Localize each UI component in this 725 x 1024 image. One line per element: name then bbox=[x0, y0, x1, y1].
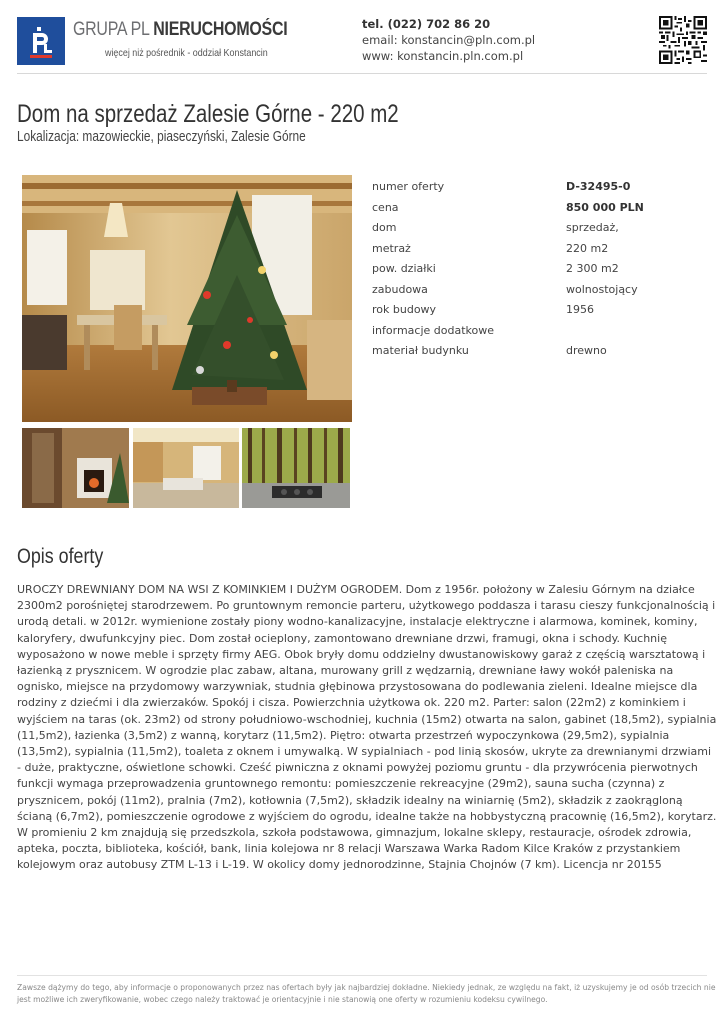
detail-label: cena bbox=[372, 200, 399, 214]
listing-title: Dom na sprzedaż Zalesie Górne - 220 m2 bbox=[17, 100, 399, 128]
detail-value: sprzedaż, bbox=[566, 221, 619, 234]
detail-label: metraż bbox=[372, 241, 411, 255]
description-text: UROCZY DREWNIANY DOM NA WSI Z KOMINKIEM I DUŻYM OGRODEM. Dom z 1956r. położony w Zalesiu Górnym na działce 2300m2 porośniętej starodrzewem. Po gruntownym remoncie parteru, użytkowego poddasza i tarasu cieszy funkcjonalnością i urodą detali. w 2012r. wymienione zostały piony wodno-kanalizacyjne, instalacje elektryczne i alarmowa, kominek, kominy, kaloryfery, dwufunkcyjny piec. Dom został ocieplony, zamontowano drewniane drzwi, framugi, okna i schody. Kuchnię wyposażono w nowe meble i sprzęty firmy AEG. Obok bryły domu oddzielny dwustanowiskowy garaż z częścią warsztatową i łazienką z prysznicem. W ogrodzie plac zabaw, altana, murowany grill z wędzarnią, drewniane ławy wokół paleniska na ognisko, miejsce na przydomowy warzywniak, studnia głębinowa przystosowana do podlewania zieleni. Idealne miejsce dla rodziny z dziećmi i dla zwierzaków. Spokój i cisza. Powierzchnia użytkowa ok. 220 m2. Parter: salon (22m2) z kominkiem i wyjściem na taras (ok. 23m2) od strony południowo-wschodniej, kuchnia (15m2) otwarta na salon, gabinet (18,5m2), sypialnia (11,5m2), łazienka (3,5m2) z wanną, korytarz (11,5m2). Piętro: otwarta przestrzeń wypoczynkowa (29,5m2), sypialnia (13,5m2), sypialnia (11,5m2), toaleta z oknem i umywalką. W sypialniach - pod linią skosów, ukryte za drewnianymi drzwiami - duże, praktyczne, oświetlone schowki. Cześć piwniczna z oknami powyżej poziomu gruntu - dla przywrócenia pierwotnych funkcji wymaga przeprowadzenia gruntownego remontu: pomieszczenie rekreacyjne (29m2), sauna sucha (czynna) z prysznicem, pokój (11m2), pralnia (7m2), kotłownia (7,5m2), składzik idealny na winiarnię (5m2), składzik z zaokrągloną ścianą (6,7m2), pomieszczenie ogrodowe z wyjściem do ogrodu, idealne także na hobbystyczną pracownię (16,5m2), korytarz. W promieniu 2 km znajdują się przedszkola, szkoła podstawowa, gimnazjum, lokalne sklepy, restauracje, ośrodek zdrowia, apteka, poczta, biblioteka, kościół, bank, linia kolejowa nr 8 relacji Warszawa Warka Radom Kilce Kraków z przystankiem kolejowym oraz autobusy ZTM L-13 i L-19. W okolicy domy jednorodzinne, Stajnia Chojnów (7 km). Licencja nr 20155 bbox=[17, 583, 717, 872]
detail-label: numer oferty bbox=[372, 180, 445, 193]
detail-row-year-built bbox=[372, 300, 672, 321]
detail-row-additional-info bbox=[372, 321, 672, 342]
thumbnail-fireplace-photo[interactable] bbox=[22, 428, 129, 508]
footer-disclaimer: Zawsze dążymy do tego, aby informacje o proponowanych przez nas ofertach były jak najbardziej dokładne. Niekiedy jednak, ze względu na fakt, iż uzyskujemy je od osób trzecich nie jest możliwe ich zweryfikowanie, wobec czego należy traktować je orientacyjnie i nie stanowią one oferty w rozumieniu kodeksu cywilnego. bbox=[17, 983, 716, 1004]
brand-tagline: więcej niż pośrednik - oddział Konstancin bbox=[105, 47, 268, 59]
thumbnail-kitchen-photo[interactable] bbox=[133, 428, 239, 508]
detail-label: materiał budynku bbox=[372, 344, 469, 357]
detail-row-building-material bbox=[372, 341, 672, 362]
main-photo[interactable] bbox=[22, 175, 352, 422]
brand-name bbox=[73, 19, 287, 41]
detail-value: 1956 bbox=[566, 303, 594, 316]
header-divider bbox=[17, 73, 707, 74]
detail-value: 850 000 PLN bbox=[566, 200, 644, 214]
brand-name-bold: NIERUCHOMOŚCI bbox=[153, 19, 288, 40]
email-address[interactable]: email: konstancin@pln.com.pl bbox=[362, 33, 536, 47]
detail-row-building-type bbox=[372, 280, 672, 301]
brand-name-light: GRUPA PL bbox=[73, 19, 150, 40]
detail-label: rok budowy bbox=[372, 303, 437, 316]
qr-code-icon bbox=[659, 16, 707, 64]
detail-value: D-32495-0 bbox=[566, 180, 631, 193]
detail-value: 220 m2 bbox=[566, 241, 609, 255]
detail-row-offer-number bbox=[372, 177, 672, 198]
footer-divider bbox=[17, 975, 707, 976]
detail-value: wolnostojący bbox=[566, 282, 638, 296]
detail-row-area bbox=[372, 239, 672, 260]
detail-value: drewno bbox=[566, 344, 607, 357]
detail-label: informacje dodatkowe bbox=[372, 323, 495, 337]
detail-row-plot-area bbox=[372, 259, 672, 280]
detail-row-type bbox=[372, 218, 672, 239]
detail-value: 2 300 m2 bbox=[566, 262, 619, 275]
listing-details bbox=[372, 177, 672, 362]
company-logo bbox=[17, 17, 65, 65]
contact-info bbox=[362, 16, 535, 64]
detail-label: zabudowa bbox=[372, 282, 428, 296]
detail-row-price bbox=[372, 198, 672, 219]
website-address[interactable]: www: konstancin.pln.com.pl bbox=[362, 49, 524, 63]
detail-label: pow. działki bbox=[372, 262, 436, 275]
listing-location: Lokalizacja: mazowieckie, piaseczyński, Zalesie Górne bbox=[17, 129, 306, 145]
description-heading: Opis oferty bbox=[17, 545, 104, 568]
detail-label: dom bbox=[372, 221, 397, 234]
phone-number[interactable]: tel. (022) 702 86 20 bbox=[362, 17, 491, 31]
thumbnail-kitchen-forest-backsplash-photo[interactable] bbox=[242, 428, 350, 508]
pl-logo-icon bbox=[17, 17, 65, 65]
